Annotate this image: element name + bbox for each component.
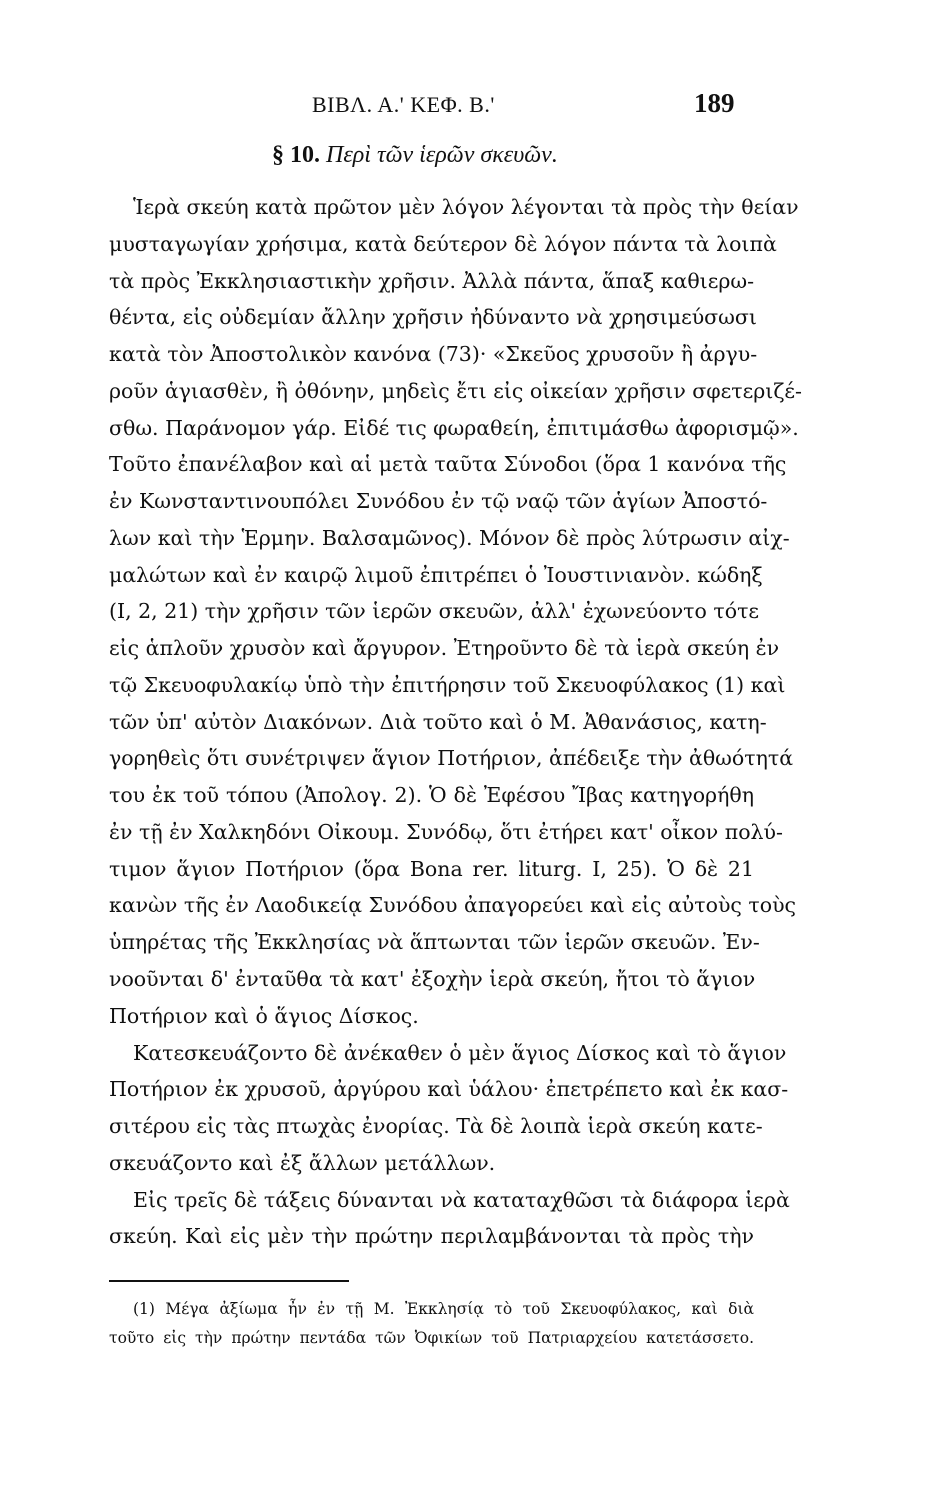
- body-line: Ποτήριον καὶ ὁ ἅγιος Δίσκος.: [109, 1004, 419, 1028]
- body-line: σιτέρου εἰς τὰς πτωχὰς ἐνορίας. Τὰ δὲ λοιπὰ ἱερὰ σκεύη κατε-: [109, 1114, 763, 1138]
- body-line: (I, 2, 21) τὴν χρῆσιν τῶν ἱερῶν σκευῶν, ἀλλ' ἐχωνεύοντο τότε: [109, 599, 760, 623]
- body-line: σκευάζοντο καὶ ἐξ ἄλλων μετάλλων.: [109, 1151, 496, 1175]
- section-title: Περὶ τῶν ἱερῶν σκευῶν.: [326, 142, 558, 168]
- body-line: ἐν τῇ ἐν Χαλκηδόνι Οἰκουμ. Συνόδῳ, ὅτι ἐτήρει κατ' οἶκον πολύ-: [109, 820, 783, 844]
- footnote-line: (1) Μέγα ἀξίωμα ἦν ἐν τῇ Μ. Ἐκκλησίᾳ τὸ τοῦ Σκευοφύλακος, καὶ διὰ: [133, 1300, 754, 1318]
- body-line: Ποτήριον ἐκ χρυσοῦ, ἀργύρου καὶ ὑάλου· ἐπετρέπετο καὶ ἐκ κασ-: [109, 1077, 789, 1101]
- body-line: κατὰ τὸν Ἀποστολικὸν κανόνα (73)· «Σκεῦος χρυσοῦν ἢ ἀργυ-: [109, 342, 758, 366]
- body-line: τῷ Σκευοφυλακίῳ ὑπὸ τὴν ἐπιτήρησιν τοῦ Σκευοφύλακος (1) καὶ: [109, 673, 786, 697]
- body-line: σθω. Παράνομον γάρ. Εἰδέ τις φωραθείη, ἐπιτιμάσθω ἀφορισμῷ».: [109, 416, 799, 440]
- body-line: μυσταγωγίαν χρήσιμα, κατὰ δεύτερον δὲ λόγον πάντα τὰ λοιπὰ: [109, 232, 777, 256]
- body-line: ροῦν ἁγιασθὲν, ἢ ὀθόνην, μηδεὶς ἔτι εἰς οἰκείαν χρῆσιν σφετεριζέ-: [109, 379, 802, 403]
- body-line: θέντα, εἰς οὐδεμίαν ἄλλην χρῆσιν ἠδύναντο νὰ χρησιμεύσωσι: [109, 305, 757, 329]
- footnote-rule: [109, 1280, 349, 1282]
- body-line: ἐν Κωνσταντινουπόλει Συνόδου ἐν τῷ ναῷ τῶν ἁγίων Ἀποστό-: [109, 489, 768, 513]
- body-line: Εἰς τρεῖς δὲ τάξεις δύνανται νὰ καταταχθῶσι τὰ διάφορα ἱερὰ: [133, 1188, 790, 1212]
- body-line: Τοῦτο ἐπανέλαβον καὶ αἱ μετὰ ταῦτα Σύνοδοι (ὅρα 1 κανόνα τῆς: [109, 452, 787, 476]
- body-line: τῶν ὑπ' αὐτὸν Διακόνων. Διὰ τοῦτο καὶ ὁ Μ. Ἀθανάσιος, κατη-: [109, 710, 767, 734]
- section-number: § 10.: [272, 142, 320, 168]
- body-line: τὰ πρὸς Ἐκκλησιαστικὴν χρῆσιν. Ἀλλὰ πάντα, ἅπαξ καθιερω-: [109, 269, 755, 293]
- body-line: κανὼν τῆς ἐν Λαοδικείᾳ Συνόδου ἀπαγορεύει καὶ εἰς αὐτοὺς τοὺς: [109, 893, 797, 917]
- running-head: ΒΙΒΛ. Α.' ΚΕΦ. Β.': [312, 92, 495, 117]
- body-line: λων καὶ τὴν Ἑρμην. Βαλσαμῶνος). Μόνον δὲ πρὸς λύτρωσιν αἰχ-: [109, 526, 790, 550]
- body-line: τιμον ἅγιον Ποτήριον (ὅρα Bona rer. liturg. I, 25). Ὁ δὲ 21: [109, 857, 754, 881]
- footnote-line: τοῦτο εἰς τὴν πρώτην πεντάδα τῶν Ὀφικίων τοῦ Πατριαρχείου κατετάσσετο.: [109, 1329, 754, 1347]
- body-line: Ἱερὰ σκεύη κατὰ πρῶτον μὲν λόγον λέγονται τὰ πρὸς τὴν θείαν: [133, 195, 799, 219]
- body-line: μαλώτων καὶ ἐν καιρῷ λιμοῦ ἐπιτρέπει ὁ Ἰουστινιανὸν. κώδηξ: [109, 563, 763, 587]
- body-line: σκεύη. Καὶ εἰς μὲν τὴν πρώτην περιλαμβάνονται τὰ πρὸς τὴν: [109, 1224, 754, 1248]
- body-line: ὑπηρέτας τῆς Ἐκκλησίας νὰ ἅπτωνται τῶν ἱερῶν σκευῶν. Ἐν-: [109, 930, 760, 954]
- page-number: 189: [694, 88, 735, 118]
- section-heading: [272, 142, 558, 169]
- body-line: Κατεσκευάζοντο δὲ ἀνέκαθεν ὁ μὲν ἅγιος Δίσκος καὶ τὸ ἅγιον: [133, 1041, 787, 1065]
- body-line: εἰς ἁπλοῦν χρυσὸν καὶ ἄργυρον. Ἐτηροῦντο δὲ τὰ ἱερὰ σκεύη ἐν: [109, 636, 780, 660]
- body-line: νοοῦνται δ' ἐνταῦθα τὰ κατ' ἐξοχὴν ἱερὰ σκεύη, ἤτοι τὸ ἅγιον: [109, 967, 756, 991]
- body-line: του ἐκ τοῦ τόπου (Ἀπολογ. 2). Ὁ δὲ Ἐφέσου Ἴβας κατηγορήθη: [109, 783, 754, 807]
- body-line: γορηθεὶς ὅτι συνέτριψεν ἅγιον Ποτήριον, ἀπέδειξε τὴν ἀθωότητά: [109, 746, 794, 770]
